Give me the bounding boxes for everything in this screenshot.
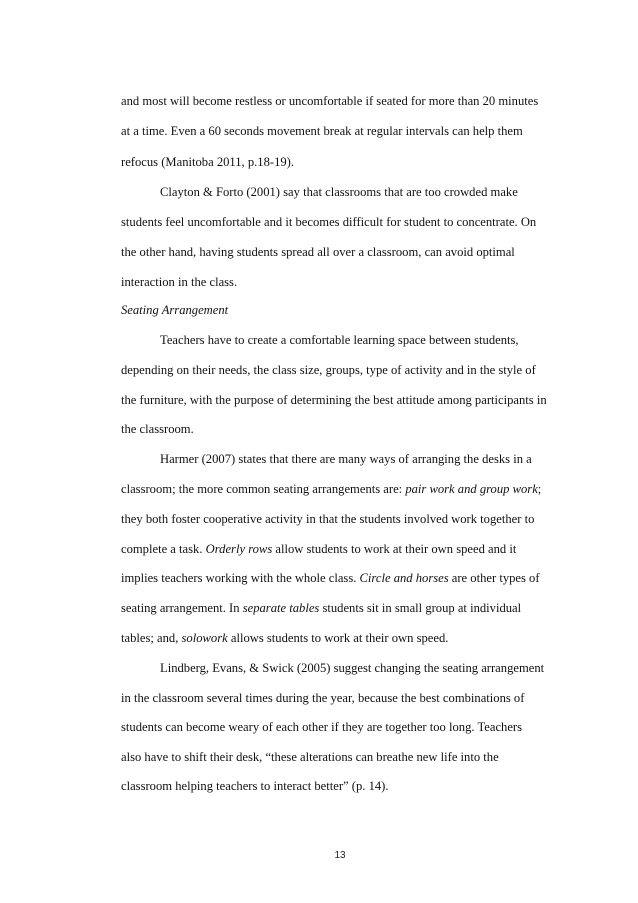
text-line: interaction in the class. (121, 275, 238, 289)
text-line: also have to shift their desk, “these alterations can breathe new life into the (121, 750, 499, 764)
text-segment: allow students to work at their own speed and it (272, 542, 517, 556)
text-line: the other hand, having students spread all over a classroom, can avoid optimal (121, 245, 515, 259)
text-segment: implies teachers working with the whole class. (121, 571, 360, 585)
text-line: they both foster cooperative activity in that the students involved work together to (121, 512, 535, 526)
text-line: students can become weary of each other if they are together too long. Teachers (121, 720, 523, 734)
section-heading: Seating Arrangement (121, 303, 229, 317)
text-line: the classroom. (121, 422, 194, 436)
text-segment: complete a task. (121, 542, 206, 556)
text-line: the furniture, with the purpose of determining the best attitude among participants in (121, 393, 547, 407)
text-line: Harmer (2007) states that there are many ways of arranging the desks in a (160, 452, 532, 466)
text-segment: allows students to work at their own speed. (227, 631, 449, 645)
text-line: refocus (Manitoba 2011, p.18-19). (121, 155, 295, 169)
text-line: Lindberg, Evans, & Swick (2005) suggest changing the seating arrangement (160, 661, 545, 675)
page-number: 13 (334, 850, 346, 861)
text-line (121, 541, 516, 557)
text-line: and most will become restless or uncomfortable if seated for more than 20 minutes (121, 94, 539, 108)
text-segment: classroom; the more common seating arrangements are: (121, 482, 406, 496)
emphasis-text: separate tables (242, 601, 320, 615)
text-line: Clayton & Forto (2001) say that classrooms that are too crowded make (160, 185, 518, 199)
text-line: students feel uncomfortable and it becomes difficult for student to concentrate. On (121, 215, 537, 229)
text-line (121, 481, 541, 497)
text-line: depending on their needs, the class size, groups, type of activity and in the style of (121, 363, 536, 377)
text-line: in the classroom several times during the year, because the best combinations of (121, 691, 525, 705)
text-line: Teachers have to create a comfortable learning space between students, (160, 333, 519, 347)
text-segment: ; (537, 482, 542, 496)
text-line (121, 630, 448, 646)
text-line (121, 570, 540, 586)
text-line: classroom helping teachers to interact better” (p. 14). (121, 779, 389, 793)
emphasis-text: Circle and horses (359, 571, 449, 585)
text-segment: students sit in small group at individual (319, 601, 522, 615)
text-segment: seating arrangement. In (121, 601, 243, 615)
text-line: at a time. Even a 60 seconds movement break at regular intervals can help them (121, 124, 523, 138)
text-segment: are other types of (448, 571, 540, 585)
text-segment: tables; and, (121, 631, 182, 645)
text-line (121, 600, 521, 616)
emphasis-text: pair work and group work (405, 482, 538, 496)
emphasis-text: Orderly rows (205, 542, 273, 556)
emphasis-text: solowork (181, 631, 228, 645)
